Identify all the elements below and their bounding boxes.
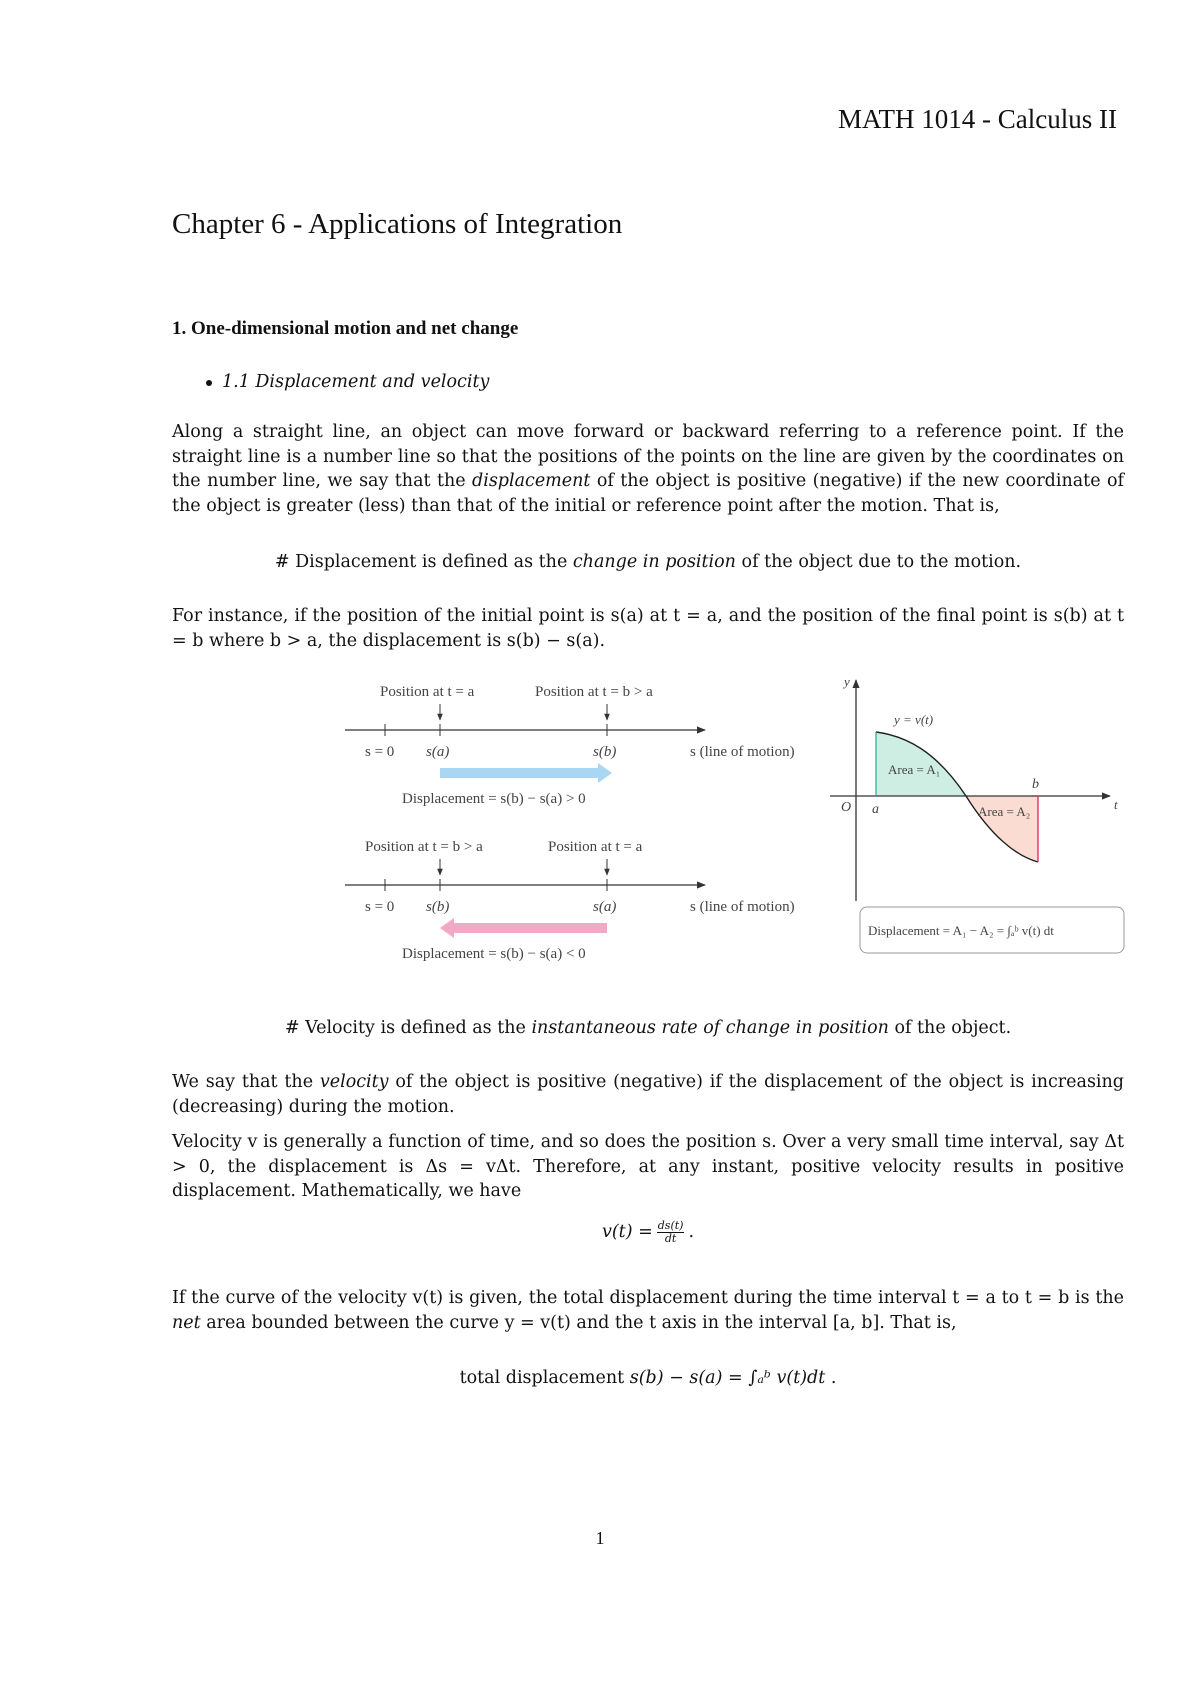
velocity-area-figure (826, 676, 1126, 958)
bottom-label-s0: s = 0 (365, 899, 395, 915)
emphasis: velocity (319, 1072, 389, 1092)
emphasis: change in position (572, 552, 736, 572)
text: of the object. (888, 1018, 1012, 1038)
definition-displacement (172, 552, 1124, 572)
top-label-a: Position at t = a (380, 684, 475, 700)
paragraph-displacement (172, 420, 1124, 518)
bottom-displacement-arrow (440, 918, 607, 938)
derivative-fraction (657, 1220, 685, 1245)
fraction-numerator: ds(t) (657, 1219, 684, 1232)
equation-velocity (172, 1220, 1124, 1245)
top-axis-label: s (line of motion) (690, 744, 795, 760)
bottom-label-a: Position at t = b > a (365, 839, 483, 855)
chapter-title: Chapter 6 - Applications of Integration (172, 208, 623, 240)
paragraph-velocity-function: Velocity v is generally a function of time, and so does the position s. Over a very small time interval, say Δt > 0, the displacement is Δs = vΔt. Therefore, at any instant, positive velocity results in positive displacement. Mathematically, we have (172, 1132, 1124, 1201)
equation-math: s(b) − s(a) = ∫ₐᵇ v(t)dt (629, 1368, 826, 1388)
emphasis: displacement (472, 471, 591, 491)
bottom-caption: Displacement = s(b) − s(a) < 0 (402, 946, 586, 962)
area1-label: Area = A₁ (888, 762, 941, 777)
course-title: MATH 1014 - Calculus II (838, 104, 1117, 134)
text: area bounded between the curve y = v(t) and the t axis in the interval [a, b]. That is, (200, 1312, 957, 1333)
equation-period: . (688, 1222, 695, 1242)
bottom-label-b: Position at t = a (548, 839, 643, 855)
text: of the object due to the motion. (735, 552, 1022, 572)
equation-label: total displacement (459, 1368, 630, 1388)
a-label: a (872, 802, 879, 817)
bottom-label-sb: s(b) (426, 899, 450, 915)
paragraph-example: For instance, if the position of the initial point is s(a) at t = a, and the position of the final point is s(b) at t = b where b > a, the displacement is s(b) − s(a). (172, 606, 1124, 651)
section-title: 1. One-dimensional motion and net change (172, 318, 519, 339)
text: of the object is positive (negative) if the displacement of the object is increasing (decreasing) during the motion. (172, 1072, 1124, 1117)
top-label-sb: s(b) (593, 744, 617, 760)
equation-total-displacement (172, 1368, 1124, 1388)
displacement-formula: Displacement = A₁ − A₂ = ∫ₐᵇ v(t) dt (868, 923, 1054, 938)
text: We say that the (172, 1072, 320, 1092)
definition-velocity (172, 1018, 1124, 1038)
number-line-figure (340, 676, 830, 966)
top-label-b: Position at t = b > a (535, 684, 653, 700)
text: If the curve of the velocity v(t) is given, the total displacement during the time interval t = a to t = b is the (172, 1288, 1124, 1308)
top-displacement-arrow (440, 763, 612, 783)
subsection-bullet (222, 372, 489, 392)
b-label: b (1032, 777, 1039, 792)
curve-label: y = v(t) (894, 712, 934, 727)
top-caption: Displacement = s(b) − s(a) > 0 (402, 791, 586, 807)
paragraph-velocity-sign (172, 1070, 1124, 1119)
subsection-title: 1.1 Displacement and velocity (222, 372, 490, 392)
fraction-denominator: dt (664, 1232, 677, 1245)
text: # Displacement is defined as the (274, 552, 573, 572)
bullet-dot (206, 380, 212, 386)
emphasis: net (172, 1312, 201, 1333)
area2-label: Area = A₂ (978, 804, 1031, 819)
page-number: 1 (595, 1528, 605, 1548)
top-label-s0: s = 0 (365, 744, 395, 760)
text: Along a straight line, an object can move forward or backward referring to a reference point. If the straight line is a number line so that the positions of the points on the line are given by the coordinates on the number line, we say that the (172, 422, 1124, 491)
emphasis: instantaneous rate of change in position (531, 1018, 889, 1038)
bottom-label-sa: s(a) (593, 899, 617, 915)
equation-lhs: v(t) = (601, 1222, 653, 1242)
bottom-axis-label: s (line of motion) (690, 899, 795, 915)
origin-label: O (841, 800, 852, 815)
text: of the object is positive (negative) if the new coordinate of the object is greater (less) than that of the initial or reference point after the motion. That is, (172, 471, 1124, 516)
y-label: y (844, 676, 850, 689)
text: # Velocity is defined as the (284, 1018, 532, 1038)
top-label-sa: s(a) (426, 744, 450, 760)
t-label: t (1114, 797, 1118, 812)
equation-period: . (825, 1368, 837, 1388)
paragraph-net-area (172, 1286, 1124, 1335)
